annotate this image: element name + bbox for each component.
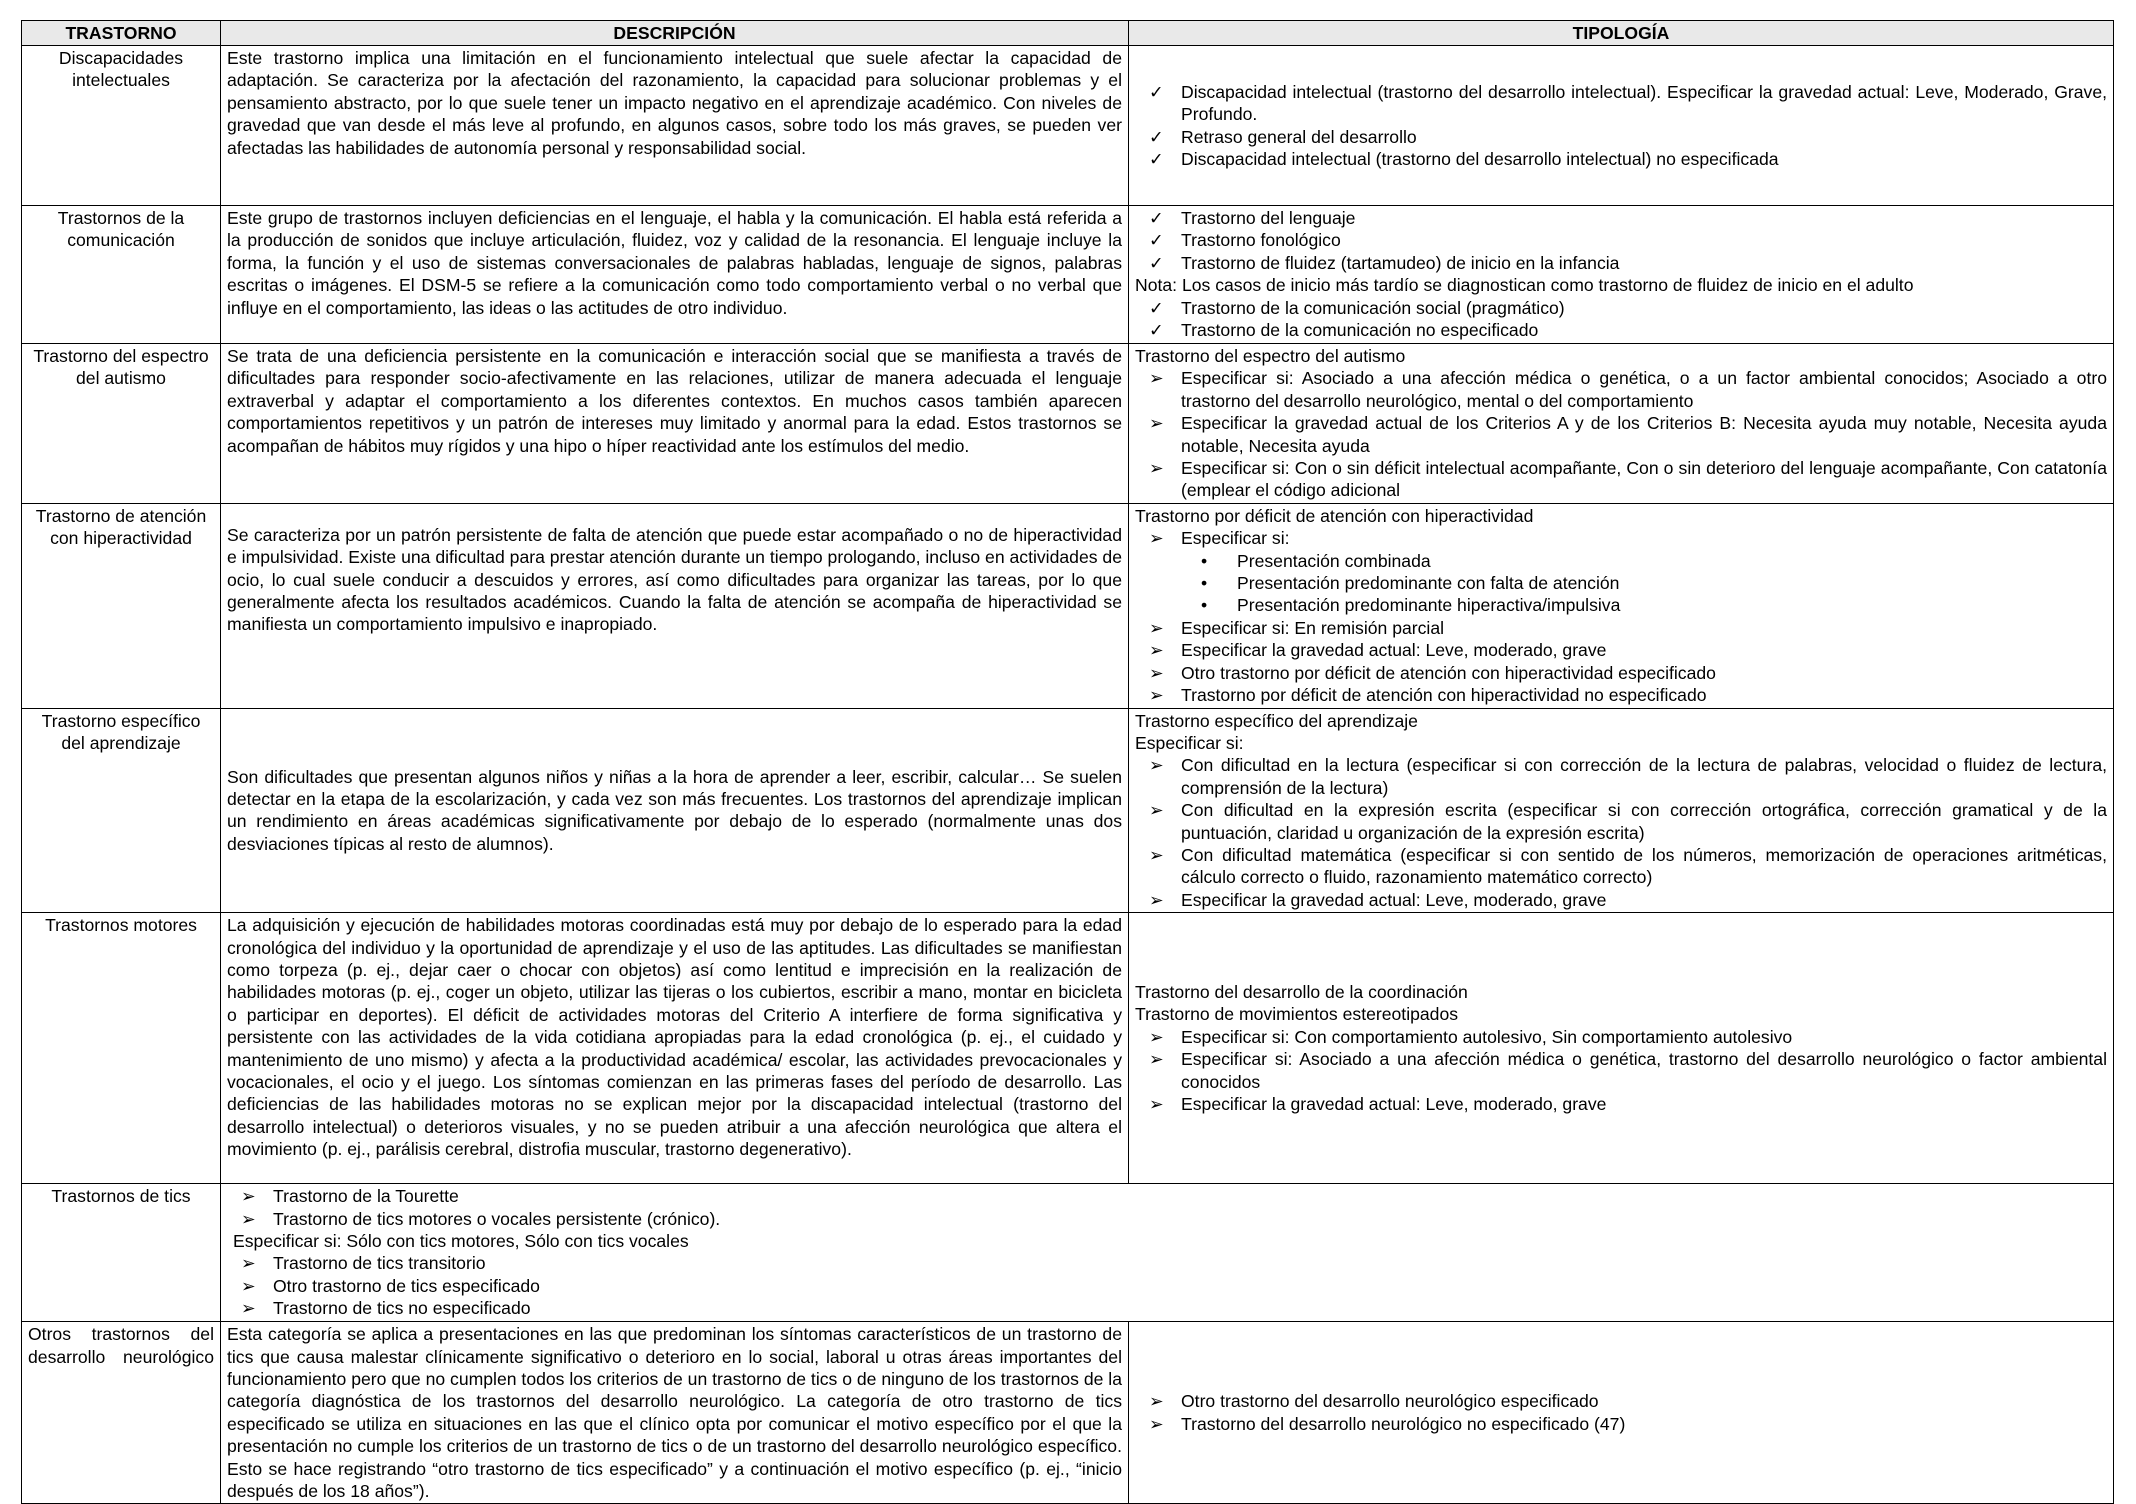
list-item: ✓ Trastorno de fluidez (tartamudeo) de inicio en la infancia <box>1149 252 1620 273</box>
list-item: ➢ Con dificultad en la expresión escrita (especificar si con corrección ortográfica, corrección gramatical y de la puntuación, claridad u organización de la expresión escrita) <box>1149 800 2107 843</box>
typology-list <box>1135 207 2107 274</box>
row-description: Este trastorno implica una limitación en el funcionamiento intelectual que suele afectar la capacidad de adaptación. Se caracteriza por la afectación del razonamiento, la capacidad para solucionar problemas y el pensamiento abstracto, por lo que suele tener un impacto negativo en el aprendizaje académico. Con niveles de gravedad que van desde el más leve al profundo, en algunos casos, sobre todo los más graves, se pueden ver afectadas las habilidades de autonomía personal y responsabilidad social. <box>221 46 1129 206</box>
list-item: • Presentación predominante con falta de atención <box>1201 573 1620 594</box>
list-item: ➢ Especificar si: <box>1149 528 1290 549</box>
list-item: ➢ Con dificultad en la lectura (especificar si con corrección de la lectura de palabras, velocidad o fluidez de lectura, comprensión de la lectura) <box>1149 755 2107 798</box>
table-row <box>22 344 2114 504</box>
header-descripcion: DESCRIPCIÓN <box>221 21 1129 46</box>
typology-list <box>1135 1390 2107 1435</box>
arrow-icon: ➢ <box>1149 1093 1164 1114</box>
arrow-icon: ➢ <box>1149 640 1164 661</box>
arrow-icon: ➢ <box>241 1275 256 1296</box>
list-item: • Presentación predominante hiperactiva/impulsiva <box>1201 595 1621 616</box>
arrow-icon: ➢ <box>1149 1026 1164 1047</box>
row-typology <box>1129 344 2114 504</box>
list-item: ➢ Trastorno de tics no especificado <box>241 1298 531 1319</box>
check-icon: ✓ <box>1149 297 1164 318</box>
arrow-icon: ➢ <box>1149 662 1164 683</box>
row-description: Se caracteriza por un patrón persistente de falta de atención que puede estar acompañado o no de hiperactividad e impulsividad. Existe una dificultad para prestar atención durante un tiempo prologando, incluso en actividades de ocio, lo cual suele conducir a descuidos y errores, así como dificultades para organizar las tareas, por lo que generalmente afecta los resultados académicos. Cuando la falta de atención se acompaña de hiperactividad se manifiesta un comportamiento impulsivo e inapropiado. <box>221 503 1129 708</box>
row-name: Trastornos de la comunicación <box>22 206 221 344</box>
list-item: ➢ Especificar si: Con o sin déficit intelectual acompañante, Con o sin deterioro del lenguaje acompañante, Con catatonía (emplear el código adicional <box>1149 458 2107 501</box>
row-name: Trastorno específico del aprendizaje <box>22 708 221 913</box>
list-item: ➢ Especificar la gravedad actual: Leve, moderado, grave <box>1149 889 1607 910</box>
bullet-icon: • <box>1201 550 1208 571</box>
list-item: ✓ Trastorno fonológico <box>1149 230 1341 251</box>
list-item: ➢ Especificar si: Con comportamiento autolesivo, Sin comportamiento autolesivo <box>1149 1026 1793 1047</box>
row-typology <box>1129 913 2114 1184</box>
row-typology <box>1129 1322 2114 1504</box>
arrow-icon: ➢ <box>1149 685 1164 706</box>
typology-list <box>1135 367 2107 501</box>
check-icon: ✓ <box>1149 148 1164 169</box>
arrow-icon: ➢ <box>1149 368 1164 389</box>
list-item: ➢ Especificar la gravedad actual: Leve, moderado, grave <box>1149 1093 1607 1114</box>
typology-heading: Trastorno por déficit de atención con hiperactividad <box>1135 505 1534 526</box>
list-item: ✓ Trastorno del lenguaje <box>1149 208 1356 228</box>
row-description: Esta categoría se aplica a presentaciones en las que predominan los síntomas característicos de un trastorno de tics que causa malestar clínicamente significativo o deterioro en lo social, laboral u otras áreas importantes del funcionamiento pero que no cumplen todos los criterios de un trastorno de tics o de ninguno de los trastornos de la categoría diagnóstica de los trastornos del desarrollo neurológico. La categoría de otro trastorno de tics especificado se utiliza en situaciones en las que el clínico opta por comunicar el motivo específico por el que la presentación no cumple los criterios de un trastorno de tics o de un trastorno del desarrollo neurológico específico. Esto se hace registrando “otro trastorno de tics especificado” y a continuación el motivo específico (p. ej., “inicio después de los 18 años”). <box>221 1322 1129 1504</box>
arrow-icon: ➢ <box>1149 1049 1164 1070</box>
row-name: Otros trastornos del desarrollo neurológico <box>22 1322 221 1504</box>
typology-list <box>1135 1026 2107 1116</box>
row-name: Trastorno de atención con hiperactividad <box>22 503 221 708</box>
list-item: ✓ Discapacidad intelectual (trastorno del desarrollo intelectual) no especificada <box>1149 148 1779 169</box>
list-item: ✓ Discapacidad intelectual (trastorno del desarrollo intelectual). Especificar la gravedad actual: Leve, Moderado, Grave, Profundo. <box>1149 81 2107 125</box>
typology-specify <box>1135 527 2107 549</box>
header-tipologia: TIPOLOGÍA <box>1129 21 2114 46</box>
typology-specify: Especificar si: <box>1135 732 1244 753</box>
row-typology <box>221 1184 2114 1322</box>
typology-list <box>1135 81 2107 171</box>
typology-heading: Trastorno específico del aprendizaje <box>1135 710 1418 731</box>
row-description: La adquisición y ejecución de habilidades motoras coordinadas está muy por debajo de lo esperado para la edad cronológica del individuo y la oportunidad de aprendizaje y el uso de las aptitudes. Las dificultades se manifiestan como torpeza (p. ej., dejar caer o chocar con objetos) así como lentitud e imprecisión en la realización de habilidades motoras (p. ej., coger un objeto, utilizar las tijeras o los cubiertos, escribir a mano, montar en bicicleta o participar en deportes). El déficit de actividades motoras del Criterio A interfiere de forma significativa y persistente con las actividades de la vida cotidiana apropiadas para la edad cronológica (p. ej., el cuidado y mantenimiento de uno mismo) y afecta a la productividad académica/ escolar, las actividades prevocacionales y vocacionales, el ocio y el juego. Los síntomas comienzan en las primeras fases del período de desarrollo. Las deficiencias de las habilidades motoras no se explican mejor por la discapacidad intelectual (trastorno del desarrollo intelectual) o deterioros visuales, y no se pueden atribuir a una afección neurológica que altera el movimiento (p. ej., parálisis cerebral, distrofia muscular, trastorno degenerativo). <box>221 913 1129 1184</box>
row-typology <box>1129 46 2114 206</box>
check-icon: ✓ <box>1149 126 1164 147</box>
list-item: ➢ Especificar la gravedad actual de los Criterios A y de los Criterios B: Necesita ayuda muy notable, Necesita ayuda notable, Necesita ayuda <box>1149 413 2107 456</box>
table-row <box>22 1184 2114 1322</box>
typology-heading-2: Trastorno de movimientos estereotipados <box>1135 1004 1459 1025</box>
header-trastorno: TRASTORNO <box>22 21 221 46</box>
arrow-icon: ➢ <box>1149 755 1164 776</box>
list-item: ✓ Trastorno de la comunicación no especificado <box>1149 320 1539 341</box>
typology-heading: Trastorno del desarrollo de la coordinación <box>1135 981 1468 1002</box>
row-typology <box>1129 503 2114 708</box>
typology-list-2 <box>227 1252 2107 1319</box>
typology-list <box>1135 754 2107 911</box>
arrow-icon: ➢ <box>1149 1413 1164 1434</box>
arrow-icon: ➢ <box>1149 889 1164 910</box>
row-description: Este grupo de trastornos incluyen deficiencias en el lenguaje, el habla y la comunicación. El habla está referida a la producción de sonidos que incluye articulación, fluidez, voz y calidad de la resonancia. El lenguaje incluye la forma, la función y el uso de sistemas conversacionales de palabras habladas, lenguaje de signos, palabras escritas o imágenes. El DSM-5 se refiere a la comunicación como todo comportamiento verbal o no verbal que influye en el comportamiento, las ideas o las actitudes de otro individuo. <box>221 206 1129 344</box>
arrow-icon: ➢ <box>241 1186 256 1207</box>
arrow-icon: ➢ <box>1149 844 1164 865</box>
typology-list-2 <box>1135 297 2107 342</box>
typology-note: Nota: Los casos de inicio más tardío se diagnostican como trastorno de fluidez de inicio en el adulto <box>1135 275 1914 296</box>
list-item: • Presentación combinada <box>1201 550 1431 571</box>
list-item: ➢ Especificar la gravedad actual: Leve, moderado, grave <box>1149 640 1607 661</box>
list-item: ➢ Trastorno de tics motores o vocales persistente (crónico). <box>241 1208 721 1229</box>
bullet-icon: • <box>1201 573 1208 594</box>
list-item: ➢ Trastorno del desarrollo neurológico no especificado (47) <box>1149 1413 1626 1434</box>
check-icon: ✓ <box>1149 252 1164 273</box>
row-typology <box>1129 206 2114 344</box>
list-item: ➢ Trastorno de tics transitorio <box>241 1253 486 1274</box>
table-row <box>22 46 2114 206</box>
row-name: Trastornos de tics <box>22 1184 221 1322</box>
check-icon: ✓ <box>1149 230 1164 251</box>
arrow-icon: ➢ <box>1149 413 1164 434</box>
typology-list <box>227 1185 2107 1230</box>
list-item: ✓ Trastorno de la comunicación social (pragmático) <box>1149 297 1565 318</box>
list-item: ➢ Especificar si: Asociado a una afección médica o genética, o a un factor ambiental conocidos; Asociado a otro trastorno del desarrollo neurológico, mental o del comportamiento <box>1149 368 2107 411</box>
arrow-icon: ➢ <box>1149 800 1164 821</box>
table-row <box>22 708 2114 913</box>
header-row <box>22 21 2114 46</box>
list-item: ➢ Trastorno por déficit de atención con hiperactividad no especificado <box>1149 685 1707 706</box>
list-item: ➢ Otro trastorno por déficit de atención con hiperactividad especificado <box>1149 662 1716 683</box>
typology-list <box>1135 617 2107 707</box>
arrow-icon: ➢ <box>1149 1391 1164 1412</box>
list-item: ➢ Otro trastorno de tics especificado <box>241 1275 540 1296</box>
arrow-icon: ➢ <box>1149 528 1164 549</box>
disorders-table-document <box>21 20 2113 1501</box>
row-name: Trastorno del espectro del autismo <box>22 344 221 504</box>
typology-heading: Trastorno del espectro del autismo <box>1135 346 1406 366</box>
list-item: ✓ Retraso general del desarrollo <box>1149 126 1417 147</box>
row-description: Se trata de una deficiencia persistente en la comunicación e interacción social que se manifiesta a través de dificultades para responder socio-afectivamente en las relaciones, utilizar de manera adecuada el lenguaje extraverbal y adaptar el comportamiento a los diferentes contextos. En muchos casos también aparecen comportamientos repetitivos y un patrón de intereses muy limitado y anormal para la edad. Estos trastornos se acompañan de hábitos muy rígidos y una hipo o híper reactividad ante los estímulos del medio. <box>221 344 1129 504</box>
arrow-icon: ➢ <box>241 1253 256 1274</box>
table-row <box>22 1322 2114 1504</box>
row-name: Trastornos motores <box>22 913 221 1184</box>
check-icon: ✓ <box>1149 320 1164 341</box>
arrow-icon: ➢ <box>241 1298 256 1319</box>
arrow-icon: ➢ <box>1149 617 1164 638</box>
table-row <box>22 206 2114 344</box>
list-item: ➢ Especificar si: En remisión parcial <box>1149 617 1445 638</box>
list-item: ➢ Otro trastorno del desarrollo neurológico especificado <box>1149 1391 1599 1412</box>
arrow-icon: ➢ <box>1149 458 1164 479</box>
disorders-table <box>21 20 2114 1504</box>
bullet-icon: • <box>1201 595 1208 616</box>
table-row <box>22 913 2114 1184</box>
list-item: ➢ Con dificultad matemática (especificar si con sentido de los números, memorización de operaciones aritméticas, cálculo correcto o fluido, razonamiento matemático correcto) <box>1149 844 2107 888</box>
arrow-icon: ➢ <box>241 1208 256 1229</box>
check-icon: ✓ <box>1149 81 1164 102</box>
row-description: Son dificultades que presentan algunos niños y niñas a la hora de aprender a leer, escribir, calcular… Se suelen detectar en la etapa de la escolarización, y cada vez son más frecuentes. Los trastornos del aprendizaje implican un rendimiento en áreas académicas significativamente por debajo de lo esperado (normalmente unas dos desviaciones típicas al resto de alumnos). <box>221 708 1129 913</box>
list-item: ➢ Especificar si: Asociado a una afección médica o genética, trastorno del desarrollo neurológico o factor ambiental conocidos <box>1149 1049 2107 1092</box>
row-typology <box>1129 708 2114 913</box>
row-name: Discapacidades intelectuales <box>22 46 221 206</box>
list-item: ➢ Trastorno de la Tourette <box>241 1186 459 1207</box>
typology-sublist <box>1135 550 2107 617</box>
table-row <box>22 503 2114 708</box>
check-icon: ✓ <box>1149 208 1164 228</box>
typology-specify: Especificar si: Sólo con tics motores, Sólo con tics vocales <box>233 1230 689 1251</box>
